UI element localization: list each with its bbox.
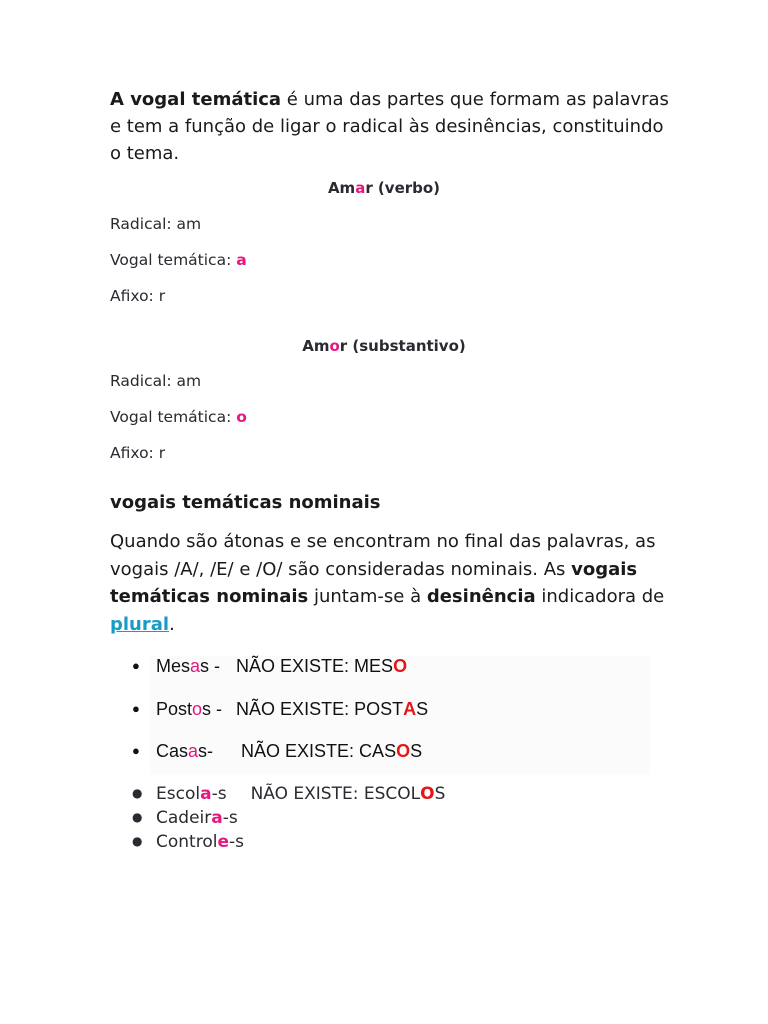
- word-vowel: e: [217, 832, 229, 852]
- word-part: -s: [211, 784, 227, 804]
- word-part: Cas: [156, 741, 189, 761]
- bullet-icon: ●: [132, 786, 143, 800]
- para-text-4: .: [169, 613, 175, 635]
- ex1-title-a: Am: [327, 179, 356, 197]
- word-part: Mes: [156, 656, 191, 676]
- intro-text: é uma das partes que formam as palavras e tem a função de ligar o radical às desinências, constituindo o tema.: [110, 89, 669, 164]
- ex2-title-vowel: o: [329, 337, 340, 355]
- ex2-radical: Radical: am: [110, 372, 202, 390]
- bullet-icon: ●: [132, 743, 140, 758]
- nao-existe: NÃO EXISTE: MES: [236, 656, 394, 676]
- word-vowel: o: [192, 699, 203, 719]
- nao-existe: NÃO EXISTE: ESCOL: [250, 784, 421, 804]
- para-text-1: Quando são átonas e se encontram no final das palavras, as vogais /A/, /E/ e /O/ são consideradas nominais. As: [110, 531, 656, 580]
- nao-existe-vowel: O: [420, 784, 435, 804]
- ex2-vogal-line: [110, 408, 247, 426]
- para-text-3: indicadora de: [535, 586, 665, 607]
- word-part: s -: [200, 656, 221, 676]
- list-item: [132, 656, 407, 677]
- word-part: s-: [198, 741, 214, 761]
- plural-link[interactable]: plural: [110, 613, 170, 635]
- nao-existe-vowel: O: [393, 656, 408, 676]
- ex1-vogal: a: [236, 251, 247, 269]
- ex2-title-b: r (substantivo): [339, 337, 466, 355]
- word-part: -s: [228, 832, 244, 852]
- ex2-vogal-label: Vogal temática:: [110, 408, 237, 426]
- nao-existe-vowel: A: [403, 699, 417, 719]
- word-vowel: a: [188, 741, 199, 761]
- ex1-radical: Radical: am: [110, 215, 202, 233]
- ex1-vogal-line: [110, 251, 247, 269]
- section-paragraph: [110, 528, 670, 638]
- word-part: Escol: [156, 784, 201, 804]
- list-item: [132, 832, 244, 852]
- example-verb-title: [0, 179, 768, 197]
- word-vowel: a: [211, 808, 223, 828]
- ex2-title-a: Am: [302, 337, 330, 355]
- bullet-icon: ●: [132, 810, 143, 824]
- para-bold-2: desinência: [426, 586, 536, 607]
- nao-existe-tail: S: [434, 784, 446, 804]
- ex1-title-b: r (verbo): [365, 179, 441, 197]
- section-heading: vogais temáticas nominais: [110, 492, 381, 513]
- nao-existe: NÃO EXISTE: CAS: [241, 741, 397, 761]
- bullet-icon: ●: [132, 658, 140, 673]
- bullet-icon: ●: [132, 834, 143, 848]
- intro-paragraph: [110, 86, 670, 167]
- list-item: [132, 784, 445, 804]
- ex1-title-vowel: a: [355, 179, 366, 197]
- ex1-afixo: Afixo: r: [110, 287, 166, 305]
- example-noun-title: [0, 337, 768, 355]
- para-bold-1: vogais temáticas nominais: [110, 558, 638, 607]
- bullet-icon: ●: [132, 701, 140, 716]
- nao-existe: NÃO EXISTE: POST: [236, 699, 404, 719]
- word-vowel: a: [200, 784, 212, 804]
- word-part: Post: [156, 699, 193, 719]
- list-item: [132, 741, 422, 762]
- word-part: Control: [156, 832, 218, 852]
- word-part: Cadeir: [156, 808, 212, 828]
- para-text-2: juntam-se à: [308, 586, 427, 607]
- list-item: [132, 808, 238, 828]
- intro-bold: A vogal temática: [110, 89, 282, 110]
- ex2-vogal: o: [236, 408, 247, 426]
- ex2-afixo: Afixo: r: [110, 444, 166, 462]
- word-part: s -: [202, 699, 223, 719]
- nao-existe-tail: S: [416, 699, 429, 719]
- word-vowel: a: [190, 656, 201, 676]
- nao-existe-vowel: O: [396, 741, 411, 761]
- nao-existe-tail: S: [410, 741, 423, 761]
- list-item: [132, 699, 428, 720]
- ex1-vogal-label: Vogal temática:: [110, 251, 237, 269]
- word-part: -s: [222, 808, 238, 828]
